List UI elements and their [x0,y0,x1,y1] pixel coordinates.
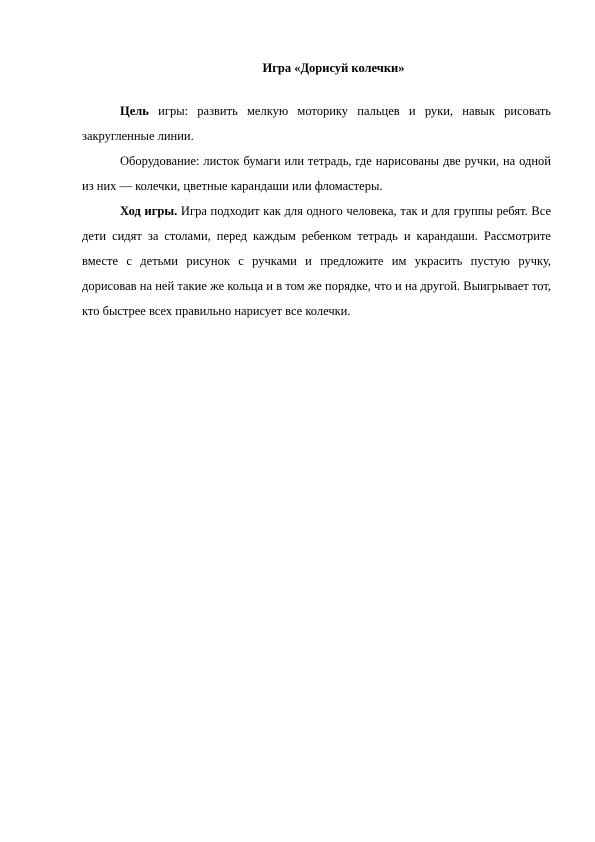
paragraph-goal-text: игры: развить мелкую моторику пальцев и руки, навык рисовать закругленные линии. [82,104,551,143]
paragraph-equipment [82,149,551,199]
paragraph-course [82,199,551,324]
paragraph-course-lead: Ход игры. [120,204,178,218]
paragraph-goal-lead: Цель [120,104,149,118]
document-title: Игра «Дорисуй колечки» [262,61,405,75]
document-content [82,58,551,324]
paragraph-goal [82,99,551,149]
paragraph-course-text: Игра подходит как для одного человека, так и для группы ребят. Все дети сидят за столами, перед каждым ребенком тетрадь и карандаши. Рассмотрите вместе с детьми рисунок с ручками и предложите им украсить пустую ручку, дорисовав на ней такие же кольца и в том же порядке, что и на другой. Выигрывает тот, кто быстрее всех правильно нарисует все колечки. [82,204,551,318]
paragraph-equipment-text: Оборудование: листок бумаги или тетрадь, где нарисованы две ручки, на одной из них — колечки, цветные карандаши или фломастеры. [82,154,551,193]
